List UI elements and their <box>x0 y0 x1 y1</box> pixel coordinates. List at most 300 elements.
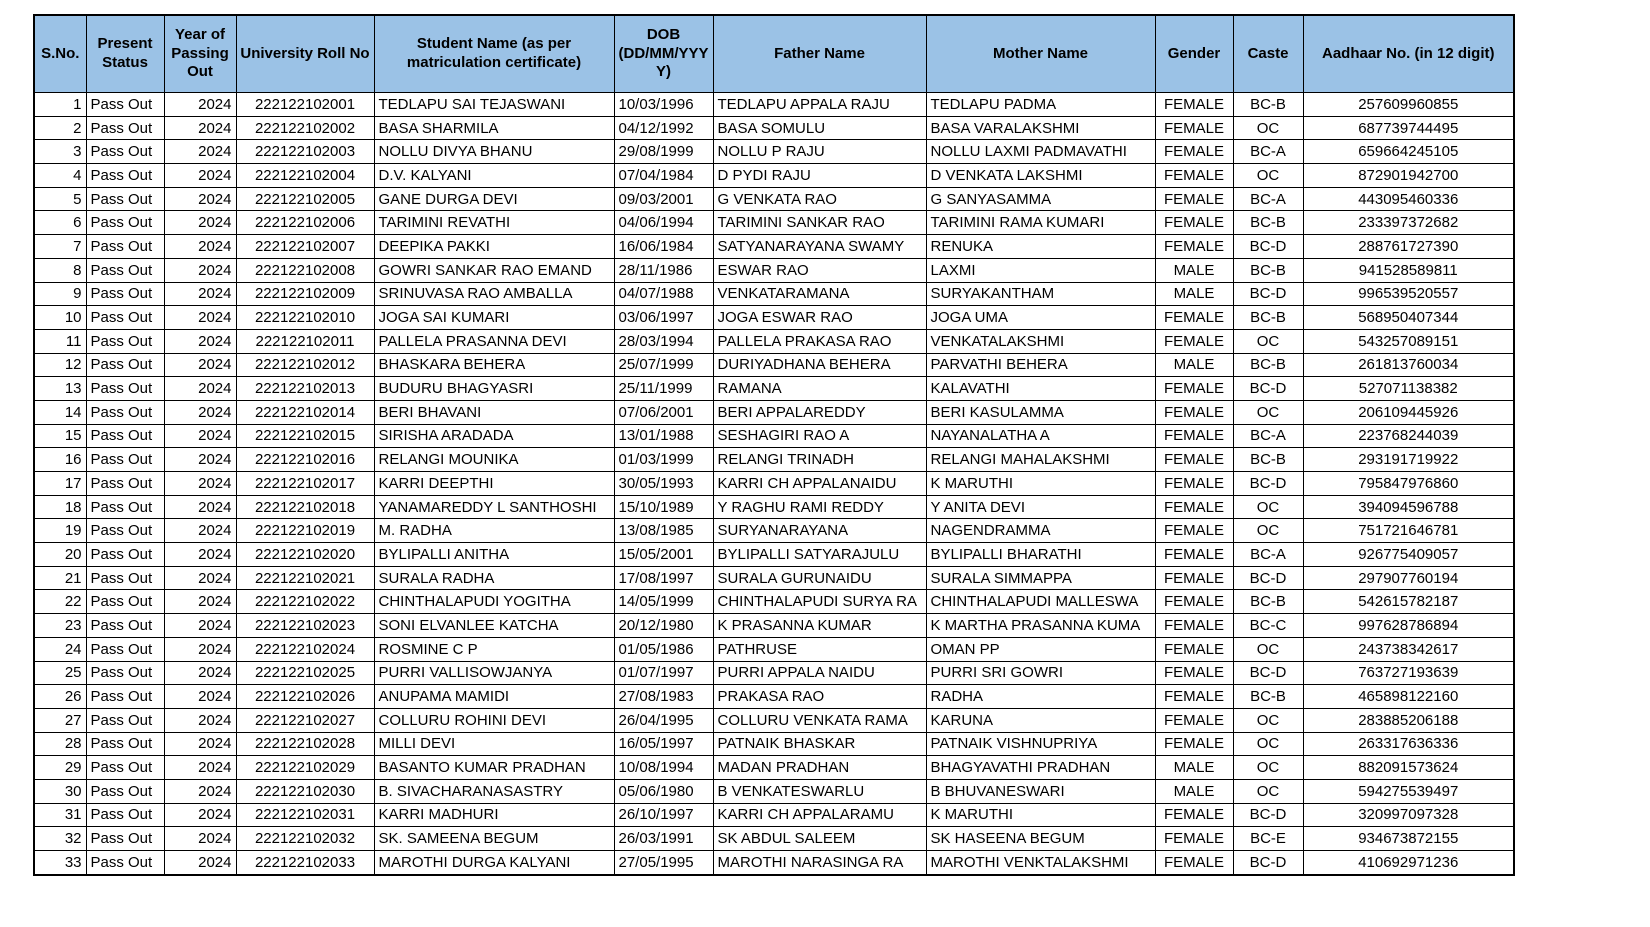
table-row <box>34 400 1514 424</box>
cell: NAGENDRAMMA <box>926 519 1155 543</box>
cell: 293191719922 <box>1303 448 1514 472</box>
cell: 222122102014 <box>236 400 374 424</box>
cell: 2024 <box>164 116 236 140</box>
cell: 222122102004 <box>236 164 374 188</box>
table-row <box>34 282 1514 306</box>
cell: VENKATALAKSHMI <box>926 329 1155 353</box>
cell: SK HASEENA BEGUM <box>926 827 1155 851</box>
cell: D PYDI RAJU <box>713 164 926 188</box>
cell: G SANYASAMMA <box>926 187 1155 211</box>
cell: 16/06/1984 <box>614 235 713 259</box>
cell: KARRI CH APPALARAMU <box>713 803 926 827</box>
cell: LAXMI <box>926 258 1155 282</box>
cell: 15/10/1989 <box>614 495 713 519</box>
cell: 297907760194 <box>1303 566 1514 590</box>
cell: 222122102005 <box>236 187 374 211</box>
table-row <box>34 851 1514 875</box>
cell: FEMALE <box>1155 495 1233 519</box>
table-row <box>34 258 1514 282</box>
cell: 26/10/1997 <box>614 803 713 827</box>
table-row <box>34 779 1514 803</box>
cell: 09/03/2001 <box>614 187 713 211</box>
cell: 2024 <box>164 851 236 875</box>
table-row <box>34 756 1514 780</box>
cell: PATNAIK VISHNUPRIYA <box>926 732 1155 756</box>
cell: BC-B <box>1233 93 1303 117</box>
cell: 2024 <box>164 329 236 353</box>
cell: CHINTHALAPUDI YOGITHA <box>374 590 614 614</box>
cell: 222122102028 <box>236 732 374 756</box>
table-row <box>34 448 1514 472</box>
cell: SRINUVASA RAO AMBALLA <box>374 282 614 306</box>
cell: 233397372682 <box>1303 211 1514 235</box>
cell: 6 <box>34 211 86 235</box>
cell: FEMALE <box>1155 93 1233 117</box>
cell: 23 <box>34 614 86 638</box>
cell: 222122102020 <box>236 543 374 567</box>
cell: B VENKATESWARLU <box>713 779 926 803</box>
cell: 283885206188 <box>1303 708 1514 732</box>
cell: 872901942700 <box>1303 164 1514 188</box>
cell: MALE <box>1155 756 1233 780</box>
cell: BC-C <box>1233 614 1303 638</box>
cell: FEMALE <box>1155 164 1233 188</box>
cell: NOLLU LAXMI PADMAVATHI <box>926 140 1155 164</box>
cell: FEMALE <box>1155 400 1233 424</box>
cell: 763727193639 <box>1303 661 1514 685</box>
cell: 7 <box>34 235 86 259</box>
cell: OC <box>1233 400 1303 424</box>
cell: 2024 <box>164 164 236 188</box>
cell: 17/08/1997 <box>614 566 713 590</box>
cell: 243738342617 <box>1303 637 1514 661</box>
cell: 1 <box>34 93 86 117</box>
cell: 222122102010 <box>236 306 374 330</box>
cell: Pass Out <box>86 495 164 519</box>
table-row <box>34 306 1514 330</box>
cell: FEMALE <box>1155 661 1233 685</box>
cell: BC-A <box>1233 140 1303 164</box>
cell: Pass Out <box>86 353 164 377</box>
cell: SURYANARAYANA <box>713 519 926 543</box>
cell: 2024 <box>164 614 236 638</box>
cell: BC-D <box>1233 472 1303 496</box>
cell: 07/06/2001 <box>614 400 713 424</box>
cell: 18 <box>34 495 86 519</box>
cell: 01/03/1999 <box>614 448 713 472</box>
cell: 13/08/1985 <box>614 519 713 543</box>
cell: 04/12/1992 <box>614 116 713 140</box>
cell: BC-B <box>1233 258 1303 282</box>
table-row <box>34 661 1514 685</box>
table-row <box>34 140 1514 164</box>
cell: OC <box>1233 637 1303 661</box>
cell: 594275539497 <box>1303 779 1514 803</box>
cell: FEMALE <box>1155 637 1233 661</box>
cell: SIRISHA ARADADA <box>374 424 614 448</box>
cell: BC-B <box>1233 448 1303 472</box>
cell: 410692971236 <box>1303 851 1514 875</box>
cell: BC-B <box>1233 685 1303 709</box>
cell: Pass Out <box>86 329 164 353</box>
cell: BC-D <box>1233 566 1303 590</box>
cell: CHINTHALAPUDI SURYA RA <box>713 590 926 614</box>
cell: 14/05/1999 <box>614 590 713 614</box>
cell: 30/05/1993 <box>614 472 713 496</box>
cell: 222122102015 <box>236 424 374 448</box>
cell: ANUPAMA MAMIDI <box>374 685 614 709</box>
table-row <box>34 685 1514 709</box>
cell: Y RAGHU RAMI REDDY <box>713 495 926 519</box>
cell: KARRI CH APPALANAIDU <box>713 472 926 496</box>
cell: YANAMAREDDY L SANTHOSHI <box>374 495 614 519</box>
cell: OC <box>1233 116 1303 140</box>
cell: 01/05/1986 <box>614 637 713 661</box>
cell: 659664245105 <box>1303 140 1514 164</box>
cell: FEMALE <box>1155 732 1233 756</box>
table-row <box>34 495 1514 519</box>
cell: BC-D <box>1233 235 1303 259</box>
table-row <box>34 472 1514 496</box>
cell: FEMALE <box>1155 614 1233 638</box>
cell: 25/07/1999 <box>614 353 713 377</box>
cell: 2024 <box>164 235 236 259</box>
cell: 20/12/1980 <box>614 614 713 638</box>
cell: 20 <box>34 543 86 567</box>
cell: BASANTO KUMAR PRADHAN <box>374 756 614 780</box>
cell: 17 <box>34 472 86 496</box>
cell: 07/04/1984 <box>614 164 713 188</box>
cell: FEMALE <box>1155 566 1233 590</box>
cell: Pass Out <box>86 851 164 875</box>
cell: G VENKATA RAO <box>713 187 926 211</box>
cell: 527071138382 <box>1303 377 1514 401</box>
cell: ROSMINE C P <box>374 637 614 661</box>
cell: 2024 <box>164 519 236 543</box>
cell: 222122102022 <box>236 590 374 614</box>
cell: 10 <box>34 306 86 330</box>
cell: 222122102029 <box>236 756 374 780</box>
cell: 26/03/1991 <box>614 827 713 851</box>
cell: TARIMINI REVATHI <box>374 211 614 235</box>
cell: 9 <box>34 282 86 306</box>
cell: 11 <box>34 329 86 353</box>
cell: BYLIPALLI BHARATHI <box>926 543 1155 567</box>
cell: Pass Out <box>86 779 164 803</box>
cell: BC-B <box>1233 353 1303 377</box>
cell: Pass Out <box>86 400 164 424</box>
table-row <box>34 827 1514 851</box>
cell: 15 <box>34 424 86 448</box>
cell: 28/03/1994 <box>614 329 713 353</box>
cell: Pass Out <box>86 732 164 756</box>
cell: BC-D <box>1233 282 1303 306</box>
table-row <box>34 187 1514 211</box>
cell: OC <box>1233 164 1303 188</box>
cell: 01/07/1997 <box>614 661 713 685</box>
cell: 996539520557 <box>1303 282 1514 306</box>
cell: MALE <box>1155 779 1233 803</box>
cell: 687739744495 <box>1303 116 1514 140</box>
cell: 222122102001 <box>236 93 374 117</box>
cell: BC-A <box>1233 187 1303 211</box>
cell: OC <box>1233 756 1303 780</box>
cell: FEMALE <box>1155 448 1233 472</box>
cell: OC <box>1233 495 1303 519</box>
cell: SESHAGIRI RAO A <box>713 424 926 448</box>
cell: 12 <box>34 353 86 377</box>
cell: 465898122160 <box>1303 685 1514 709</box>
cell: 27 <box>34 708 86 732</box>
cell: Pass Out <box>86 637 164 661</box>
cell: 2024 <box>164 424 236 448</box>
table-row <box>34 93 1514 117</box>
cell: Pass Out <box>86 93 164 117</box>
cell: BYLIPALLI ANITHA <box>374 543 614 567</box>
cell: Pass Out <box>86 685 164 709</box>
cell: FEMALE <box>1155 827 1233 851</box>
cell: 261813760034 <box>1303 353 1514 377</box>
cell: 21 <box>34 566 86 590</box>
header-row <box>34 15 1514 93</box>
cell: 222122102032 <box>236 827 374 851</box>
cell: FEMALE <box>1155 424 1233 448</box>
cell: 568950407344 <box>1303 306 1514 330</box>
cell: 2024 <box>164 140 236 164</box>
cell: K MARUTHI <box>926 472 1155 496</box>
cell: RENUKA <box>926 235 1155 259</box>
cell: BUDURU BHAGYASRI <box>374 377 614 401</box>
cell: 2024 <box>164 472 236 496</box>
cell: SURYAKANTHAM <box>926 282 1155 306</box>
cell: 543257089151 <box>1303 329 1514 353</box>
cell: ESWAR RAO <box>713 258 926 282</box>
cell: 222122102025 <box>236 661 374 685</box>
cell: SATYANARAYANA SWAMY <box>713 235 926 259</box>
table-row <box>34 708 1514 732</box>
cell: PALLELA PRASANNA DEVI <box>374 329 614 353</box>
cell: 2024 <box>164 377 236 401</box>
cell: FEMALE <box>1155 116 1233 140</box>
cell: 2024 <box>164 803 236 827</box>
cell: 16/05/1997 <box>614 732 713 756</box>
cell: Pass Out <box>86 116 164 140</box>
cell: 22 <box>34 590 86 614</box>
cell: Pass Out <box>86 708 164 732</box>
cell: FEMALE <box>1155 187 1233 211</box>
cell: 443095460336 <box>1303 187 1514 211</box>
cell: 222122102003 <box>236 140 374 164</box>
cell: BASA SHARMILA <box>374 116 614 140</box>
cell: 2024 <box>164 566 236 590</box>
cell: Pass Out <box>86 756 164 780</box>
cell: MADAN PRADHAN <box>713 756 926 780</box>
cell: MAROTHI DURGA KALYANI <box>374 851 614 875</box>
cell: 2024 <box>164 448 236 472</box>
cell: 2024 <box>164 306 236 330</box>
cell: 10/08/1994 <box>614 756 713 780</box>
cell: RAMANA <box>713 377 926 401</box>
cell: 2024 <box>164 353 236 377</box>
cell: Pass Out <box>86 235 164 259</box>
cell: OC <box>1233 779 1303 803</box>
cell: 2024 <box>164 495 236 519</box>
column-header-5: Student Name (as per matriculation certificate) <box>374 15 614 93</box>
table-header <box>34 15 1514 93</box>
cell: 222122102031 <box>236 803 374 827</box>
column-header-2: Present Status <box>86 15 164 93</box>
cell: Pass Out <box>86 661 164 685</box>
cell: BC-E <box>1233 827 1303 851</box>
cell: PARVATHI BEHERA <box>926 353 1155 377</box>
cell: PURRI VALLISOWJANYA <box>374 661 614 685</box>
cell: OC <box>1233 519 1303 543</box>
cell: BC-D <box>1233 851 1303 875</box>
cell: FEMALE <box>1155 685 1233 709</box>
cell: SONI ELVANLEE KATCHA <box>374 614 614 638</box>
cell: FEMALE <box>1155 329 1233 353</box>
cell: BERI BHAVANI <box>374 400 614 424</box>
cell: DEEPIKA PAKKI <box>374 235 614 259</box>
cell: KALAVATHI <box>926 377 1155 401</box>
table-row <box>34 235 1514 259</box>
cell: 2024 <box>164 93 236 117</box>
cell: FEMALE <box>1155 140 1233 164</box>
cell: 320997097328 <box>1303 803 1514 827</box>
cell: PURRI SRI GOWRI <box>926 661 1155 685</box>
cell: Pass Out <box>86 377 164 401</box>
cell: 13 <box>34 377 86 401</box>
cell: Pass Out <box>86 614 164 638</box>
cell: COLLURU VENKATA RAMA <box>713 708 926 732</box>
cell: 2024 <box>164 732 236 756</box>
cell: 222122102002 <box>236 116 374 140</box>
cell: K MARTHA PRASANNA KUMA <box>926 614 1155 638</box>
cell: 2024 <box>164 685 236 709</box>
cell: 222122102016 <box>236 448 374 472</box>
cell: RADHA <box>926 685 1155 709</box>
cell: PRAKASA RAO <box>713 685 926 709</box>
table-row <box>34 211 1514 235</box>
table-row <box>34 543 1514 567</box>
cell: 222122102030 <box>236 779 374 803</box>
cell: 04/07/1988 <box>614 282 713 306</box>
cell: Pass Out <box>86 803 164 827</box>
cell: 2024 <box>164 543 236 567</box>
cell: Pass Out <box>86 306 164 330</box>
cell: NOLLU P RAJU <box>713 140 926 164</box>
column-header-11: Aadhaar No. (in 12 digit) <box>1303 15 1514 93</box>
cell: Pass Out <box>86 519 164 543</box>
cell: 8 <box>34 258 86 282</box>
cell: 10/03/1996 <box>614 93 713 117</box>
cell: FEMALE <box>1155 543 1233 567</box>
cell: D VENKATA LAKSHMI <box>926 164 1155 188</box>
cell: 2024 <box>164 590 236 614</box>
cell: TEDLAPU PADMA <box>926 93 1155 117</box>
cell: 222122102033 <box>236 851 374 875</box>
cell: MALE <box>1155 353 1233 377</box>
cell: BASA SOMULU <box>713 116 926 140</box>
cell: RELANGI MAHALAKSHMI <box>926 448 1155 472</box>
cell: NOLLU DIVYA BHANU <box>374 140 614 164</box>
cell: FEMALE <box>1155 708 1233 732</box>
cell: 2024 <box>164 827 236 851</box>
column-header-9: Gender <box>1155 15 1233 93</box>
cell: FEMALE <box>1155 590 1233 614</box>
cell: 05/06/1980 <box>614 779 713 803</box>
cell: Y ANITA DEVI <box>926 495 1155 519</box>
cell: BC-D <box>1233 661 1303 685</box>
cell: 26 <box>34 685 86 709</box>
cell: TARIMINI RAMA KUMARI <box>926 211 1155 235</box>
table-body <box>34 93 1514 875</box>
cell: 223768244039 <box>1303 424 1514 448</box>
cell: 795847976860 <box>1303 472 1514 496</box>
cell: K PRASANNA KUMAR <box>713 614 926 638</box>
cell: FEMALE <box>1155 519 1233 543</box>
cell: 26/04/1995 <box>614 708 713 732</box>
table-row <box>34 637 1514 661</box>
cell: D.V. KALYANI <box>374 164 614 188</box>
cell: 934673872155 <box>1303 827 1514 851</box>
cell: FEMALE <box>1155 306 1233 330</box>
cell: 222122102019 <box>236 519 374 543</box>
column-header-10: Caste <box>1233 15 1303 93</box>
cell: COLLURU ROHINI DEVI <box>374 708 614 732</box>
cell: 222122102026 <box>236 685 374 709</box>
cell: 222122102017 <box>236 472 374 496</box>
cell: 222122102024 <box>236 637 374 661</box>
cell: B. SIVACHARANASASTRY <box>374 779 614 803</box>
table-row <box>34 803 1514 827</box>
cell: CHINTHALAPUDI MALLESWA <box>926 590 1155 614</box>
cell: 288761727390 <box>1303 235 1514 259</box>
cell: 751721646781 <box>1303 519 1514 543</box>
table-row <box>34 614 1514 638</box>
cell: MAROTHI VENKTALAKSHMI <box>926 851 1155 875</box>
cell: Pass Out <box>86 164 164 188</box>
cell: 27/08/1983 <box>614 685 713 709</box>
cell: SURALA GURUNAIDU <box>713 566 926 590</box>
cell: 2024 <box>164 258 236 282</box>
cell: OMAN PP <box>926 637 1155 661</box>
cell: 222122102007 <box>236 235 374 259</box>
cell: 15/05/2001 <box>614 543 713 567</box>
cell: 542615782187 <box>1303 590 1514 614</box>
cell: Pass Out <box>86 448 164 472</box>
cell: 29 <box>34 756 86 780</box>
cell: 03/06/1997 <box>614 306 713 330</box>
cell: RELANGI MOUNIKA <box>374 448 614 472</box>
cell: OC <box>1233 329 1303 353</box>
cell: BERI KASULAMMA <box>926 400 1155 424</box>
cell: 222122102006 <box>236 211 374 235</box>
cell: GOWRI SANKAR RAO EMAND <box>374 258 614 282</box>
cell: Pass Out <box>86 258 164 282</box>
cell: 2024 <box>164 211 236 235</box>
cell: 13/01/1988 <box>614 424 713 448</box>
cell: 222122102027 <box>236 708 374 732</box>
cell: FEMALE <box>1155 235 1233 259</box>
cell: MILLI DEVI <box>374 732 614 756</box>
cell: BC-A <box>1233 424 1303 448</box>
cell: 2024 <box>164 187 236 211</box>
cell: KARRI DEEPTHI <box>374 472 614 496</box>
cell: BC-D <box>1233 377 1303 401</box>
cell: NAYANALATHA A <box>926 424 1155 448</box>
cell: B BHUVANESWARI <box>926 779 1155 803</box>
